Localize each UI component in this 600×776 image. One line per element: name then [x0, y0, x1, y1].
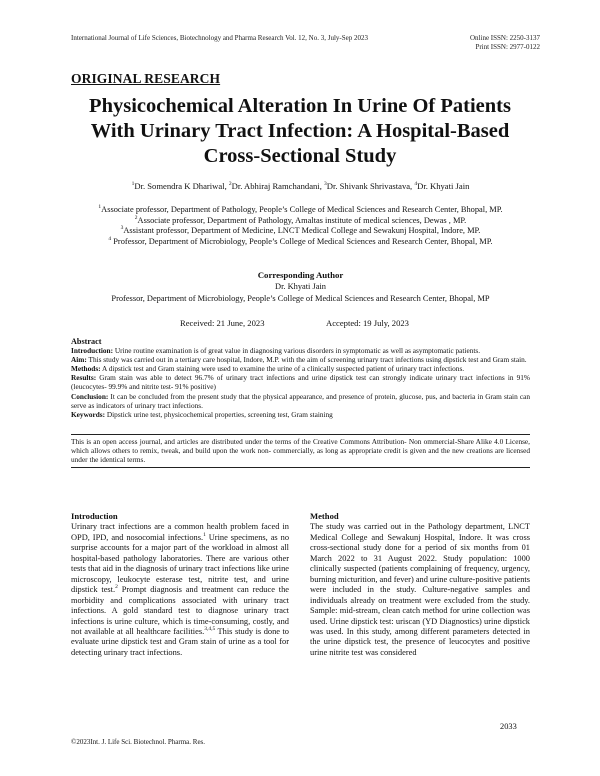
affiliation: $^1$Associate professor, Department of Pathology, People’s College of Medical Sciences and Research Center, Bhopal, MP.: [98, 204, 503, 214]
method-heading: Method: [310, 511, 339, 521]
license-text: This is an open access journal, and articles are distributed under the terms of the Creative Commons Attribution- Non ommercial-Share Alike 4.0 License, which allows others to remix, tweak, and build upon the work non- commercially, as long as appropriate credit is given and the new creations are licensed under the identical terms.: [71, 437, 530, 465]
author: $^1$Dr. Somendra K Dhariwal,: [131, 181, 229, 191]
received-date: Received: 21 June, 2023: [180, 318, 265, 328]
author: $^4$Dr. Khyati Jain: [414, 181, 470, 191]
affiliation: $^4$ Professor, Department of Microbiology, People’s College of Medical Sciences and Research Center, Bhopal, MP.: [108, 235, 493, 246]
abstract: [71, 337, 530, 419]
author: $^2$Dr. Abhiraj Ramchandani,: [228, 181, 324, 191]
accepted-date: Accepted: 19 July, 2023: [326, 318, 409, 328]
footer-copyright: ©2023Int. J. Life Sci. Biotechnol. Pharma. Res.: [71, 738, 206, 746]
author: $^3$Dr. Shivank Shrivastava,: [324, 181, 415, 191]
abstract-results: Results: Gram stain was able to detect 96.7% of urinary tract infections and urine dipstick test can strongly indicate urinary tract infections in 91% (leucocytes- 99.9% and nitrite test- 91% positive): [71, 373, 530, 392]
introduction-text: Urinary tract infections are a common health problem faced in OPD, IPD, and nosocomial infections.$^1$ Urine specimens, as no surprise accounts for a major part of the workload in almost all hospital-based pathology laboratories. There are various other tests that aid in the diagnosis of urinary tract infections like urine microscopy, leukocyte esterase test, nitrite test, and urine dipstick test.$^2$ Prompt diagnosis and treatment can reduce the morbidity and complications associated with urinary tract infections. A gold standard test to diagnose urinary tract infections is urine culture, which is time-consuming, costly, and not available at all healthcare facilities.$^{3,4,5}$ This study is done to evaluate urine dipstick test and Gram stain of urine as a tool for detecting urinary tract infections.: [71, 522, 290, 657]
issn-print: Print ISSN: 2977-0122: [475, 42, 540, 51]
method-text: The study was carried out in the Pathology department, LNCT Medical College and Sewakunj Hospital, Indore. It was cross cross-sectional study done for a period of six months from 01 March 2022 to 31 August 2022. Study population: 1000 clinically suspected (patients complaining of frequency, urgency, burning micturition, and fever) and urine culture-positive patients were included in the study. Culture-negative samples and individuals already on treatment were excluded from the study. Sample: mid-stream, clean catch method for urine collection was used. Urine dipstick test: uriscan (YD Diagnostics) urine dipstick was used. In this study, among different parameters detected in the urine dipstick test, the presence of leucocytes and positive urine nitrite test was considered: [310, 522, 531, 657]
divider: [71, 467, 530, 468]
paper-title: Physicochemical Alteration In Urine Of Patients With Urinary Tract Infection: A Hospital-Based Cross-Sectional Study: [89, 95, 511, 167]
divider: [71, 434, 530, 435]
author-list: [71, 181, 530, 191]
abstract-heading: Abstract: [71, 337, 102, 346]
section-label: ORIGINAL RESEARCH: [71, 71, 221, 86]
corresponding-name: Dr. Khyati Jain: [275, 282, 326, 291]
affiliation: $^3$Assistant professor, Department of Medicine, LNCT Medical College and Sewakunj Hospital, Indore, MP.: [120, 225, 481, 236]
issn-online: Online ISSN: 2250-3137: [470, 34, 540, 42]
method-section: [310, 511, 530, 658]
abstract-keywords: Keywords: Dipstick urine test, physicochemical properties, screening test, Gram staining: [71, 409, 333, 419]
page-number: 2033: [500, 722, 517, 731]
abstract-introduction: Introduction: Urine routine examination is of great value in diagnosing various disorders in symptomatic as well as asymptomatic patients.: [71, 346, 481, 356]
abstract-conclusion: Conclusion: It can be concluded from the present study that the physical appearance, and presence of protein, glucose, pus, and bacteria in Gram stain can serve as indicators of urinary tract infections.: [71, 391, 530, 410]
issn-block: [430, 34, 540, 51]
introduction-heading: Introduction: [71, 511, 118, 521]
affiliation: $^2$Associate professor, Department of Pathology, Amaltas institute of medical sciences, Dewas , MP.: [134, 214, 467, 225]
affiliation-list: [71, 205, 530, 247]
abstract-aim: Aim: This study was carried out in a tertiary care hospital, Indore, M.P. with the aim of screening urinary tract infections using dipstick test and Gram stain.: [71, 355, 527, 365]
corresponding-affiliation: Professor, Department of Microbiology, People’s College of Medical Sciences and Research Center, Bhopal, MP: [111, 294, 490, 303]
abstract-methods: Methods: A dipstick test and Gram staining were used to examine the urine of a clinically suspected patient of urinary tract infections.: [71, 364, 465, 374]
journal-header: International Journal of Life Sciences, Biotechnology and Pharma Research Vol. 12, No. 3, July-Sep 2023: [71, 34, 368, 42]
introduction-section: [71, 511, 289, 658]
corresponding-heading: Corresponding Author: [257, 270, 344, 280]
